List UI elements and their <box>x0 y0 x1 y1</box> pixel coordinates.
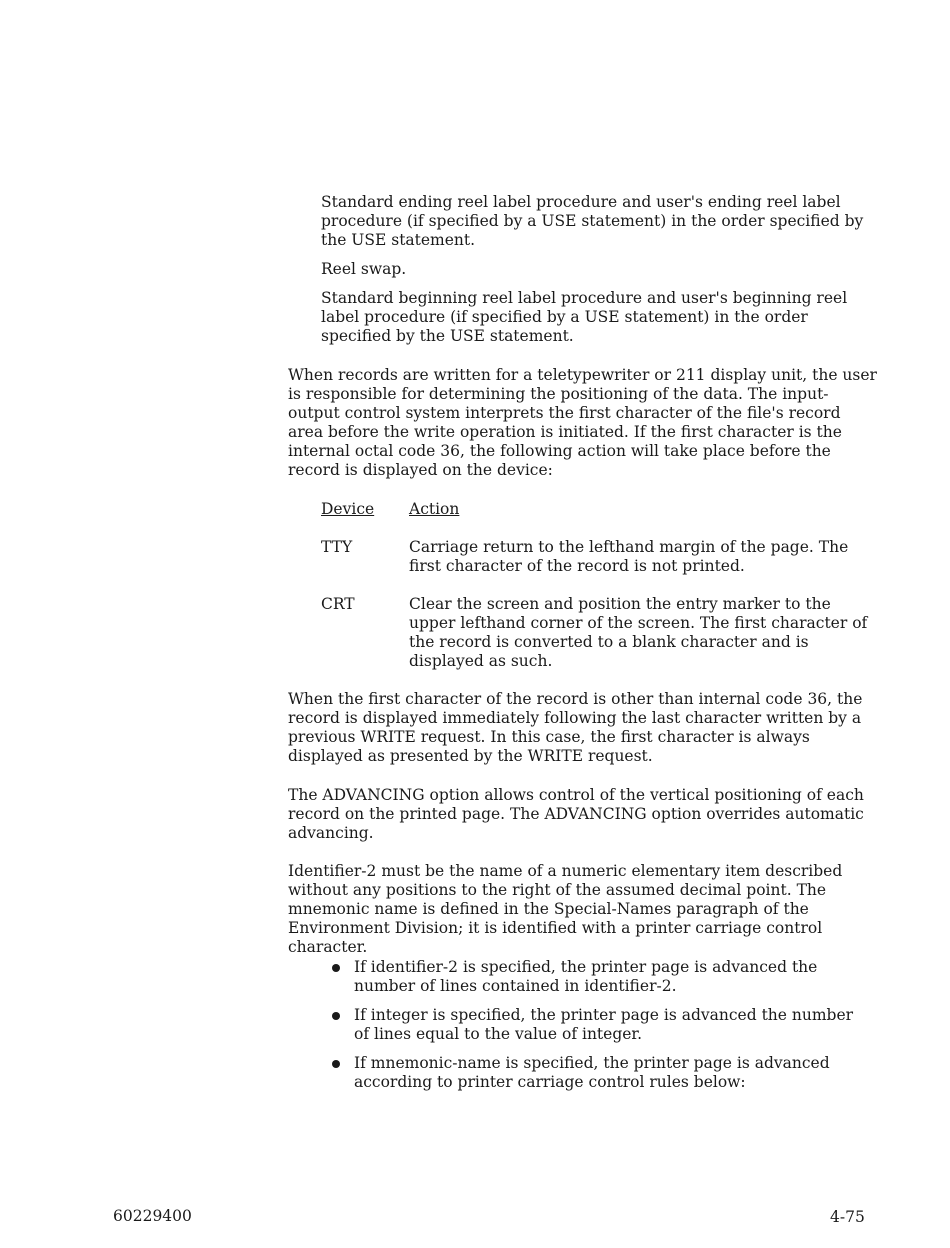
table-cell-device: CRT <box>321 595 355 613</box>
paragraph-other-code-text: When the first character of the record is other than internal code 36, the record is displayed immediately following the last character written by a previous WRITE request. In this case, the first character is always displayed as presented by the WRITE request. <box>288 690 863 765</box>
table-cell-device: TTY <box>321 538 353 556</box>
paragraph-teletype-text: When records are written for a teletypewriter or 211 display unit, the user is responsible for determining the positioning of the data. The input-output control system interprets the first character of the file's record area before the write operation is initiated. If the first character is the internal octal code 36, the following action will take place before the record is displayed on the device: <box>288 366 877 479</box>
list-item-text: If identifier-2 is specified, the printer page is advanced the number of lines contained in identifier-2. <box>354 958 818 995</box>
indent-paragraph-ending-label: Standard ending reel label procedure and user's ending reel label procedure (if specified by a USE statement) in the order specified by the USE statement. <box>321 193 864 249</box>
bullet-icon <box>332 1012 340 1020</box>
table-cell-action: Carriage return to the lefthand margin of the page. The first character of the record is not printed. <box>409 538 849 575</box>
paragraph-teletype <box>288 366 880 480</box>
indent-paragraph-beginning-label: Standard beginning reel label procedure and user's beginning reel label procedure (if specified by a USE statement) in the order specified by the USE statement. <box>321 289 848 345</box>
paragraph-identifier <box>288 862 880 957</box>
table-header-action: Action <box>409 500 460 518</box>
indent-paragraph-reel-swap: Reel swap. <box>321 260 407 278</box>
list-item-text: If integer is specified, the printer page is advanced the number of lines equal to the value of integer. <box>354 1006 854 1043</box>
list-item <box>330 1006 870 1044</box>
table-header-row <box>321 500 881 519</box>
advancing-rules-list <box>330 958 870 1102</box>
paragraph-advancing-text: The ADVANCING option allows control of the vertical positioning of each record on the printed page. The ADVANCING option overrides automatic advancing. <box>288 786 864 842</box>
table-row <box>321 595 881 671</box>
list-item <box>330 958 870 996</box>
footer-page-number: 4-75 <box>830 1208 865 1226</box>
paragraph-advancing <box>288 786 880 843</box>
reel-procedure-list <box>321 193 866 356</box>
table-header-device: Device <box>321 500 375 518</box>
bullet-icon <box>332 1060 340 1068</box>
table-row <box>321 538 881 576</box>
paragraph-other-code <box>288 690 880 766</box>
bullet-icon <box>332 964 340 972</box>
footer-doc-number: 60229400 <box>113 1207 192 1225</box>
table-cell-action: Clear the screen and position the entry marker to the upper lefthand corner of the screen. The first character of the record is converted to a blank character and is displayed as such. <box>409 595 868 670</box>
paragraph-identifier-text: Identifier-2 must be the name of a numeric elementary item described without any positions to the right of the assumed decimal point. The mnemonic name is defined in the Special-Names paragraph of the Environment Division; it is identified with a printer carriage control character. <box>288 862 843 956</box>
device-action-table <box>321 500 881 671</box>
list-item <box>330 1054 870 1092</box>
list-item-text: If mnemonic-name is specified, the printer page is advanced according to printer carriage control rules below: <box>354 1054 830 1091</box>
